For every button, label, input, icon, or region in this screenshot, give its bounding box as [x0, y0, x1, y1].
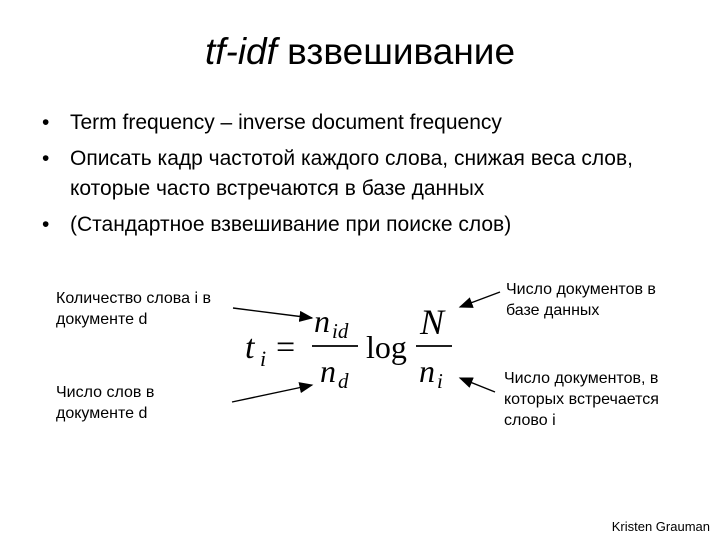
- author-credit: Kristen Grauman: [611, 519, 710, 534]
- bullet-dot: •: [42, 111, 50, 134]
- formula-lhs: t: [245, 329, 255, 366]
- formula-den2: n: [419, 353, 435, 389]
- arrow-docs-with-word: [460, 378, 495, 392]
- label-docs-with-word: Число документов, в которых встречается слово i: [504, 370, 659, 429]
- formula-num1-sub: id: [332, 319, 349, 343]
- bullet-text: (Стандартное взвешивание при поиске слов): [70, 213, 512, 236]
- arrow-docs-in-db: [460, 292, 500, 307]
- label-words-in-doc: Число слов в документе d: [56, 384, 155, 422]
- formula-log: log: [366, 329, 407, 365]
- bullet-text: Описать кадр частотой каждого слова, снижая веса слов, которые часто встречаются в базе данных: [70, 147, 633, 200]
- title-italic: tf-idf: [204, 31, 277, 72]
- formula-num2: N: [420, 302, 445, 342]
- formula-equals: =: [276, 329, 296, 366]
- formula-num1: n: [314, 303, 330, 339]
- formula-lhs-sub: i: [260, 346, 267, 371]
- label-docs-in-db: Число документов в базе данных: [506, 281, 656, 319]
- formula-den1-sub: d: [338, 369, 349, 393]
- bullet-text: Term frequency – inverse document frequency: [70, 111, 502, 134]
- tfidf-formula: [230, 296, 460, 396]
- formula-den1: n: [320, 353, 336, 389]
- bullet-dot: •: [42, 147, 50, 170]
- formula-den2-sub: i: [437, 369, 443, 393]
- label-word-count: Количество слова i в документе d: [56, 290, 211, 328]
- title-rest: взвешивание: [276, 31, 516, 72]
- bullet-dot: •: [42, 213, 50, 236]
